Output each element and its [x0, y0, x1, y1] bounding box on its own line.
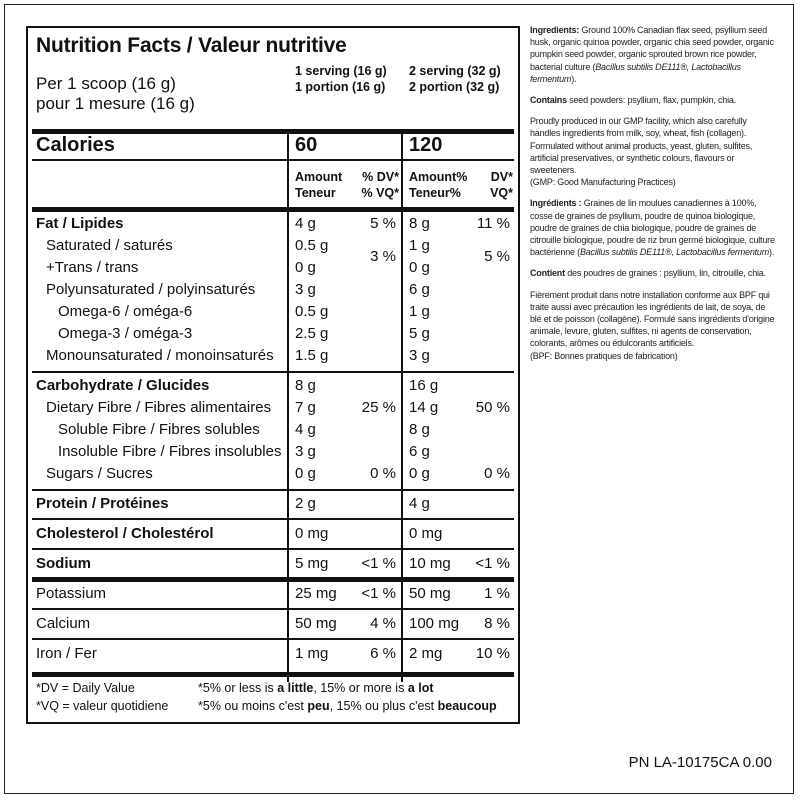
fibre-label: Dietary Fibre / Fibres alimentaires	[46, 399, 272, 416]
omega6-amount-2: 1 g	[409, 303, 430, 320]
iron-amount-1: 1 mg	[295, 645, 329, 662]
ingredients-panel	[530, 24, 776, 371]
fat-dv-1: 5 %	[370, 215, 396, 232]
footnote-percent-en: *5% or less is a little, 15% or more is a lot	[198, 681, 434, 695]
fat-dv-2: 11 %	[476, 215, 510, 232]
rule	[32, 518, 514, 520]
amount-header-1: Amount	[295, 170, 343, 184]
cholesterol-label: Cholesterol / Cholestérol	[36, 525, 214, 542]
sugars-dv-2: 0 %	[484, 465, 510, 482]
fibre-amount-1: 7 g	[295, 399, 316, 416]
sugars-amount-1: 0 g	[295, 465, 316, 482]
vq-header-2: VQ*	[490, 186, 513, 200]
teneur-header-2: Teneur%	[409, 186, 461, 200]
rule	[32, 608, 514, 610]
protein-amount-1: 2 g	[295, 495, 316, 512]
potassium-label: Potassium	[36, 585, 107, 602]
rule	[32, 159, 514, 161]
potassium-dv-1: <1 %	[361, 585, 396, 602]
nft-title: Nutrition Facts / Valeur nutritive	[36, 34, 347, 57]
fibre-dv-1: 25 %	[361, 399, 396, 416]
contains-en: Contains seed powders: psyllium, flax, pumpkin, chia.	[530, 95, 736, 106]
carbohydrate-label: Carbohydrate / Glucides	[36, 377, 210, 394]
column-divider-2	[401, 134, 403, 682]
omega3-amount-1: 2.5 g	[295, 325, 329, 342]
potassium-dv-2: 1 %	[484, 585, 510, 602]
sodium-dv-1: <1 %	[361, 555, 396, 572]
facility-statement-en: Proudly produced in our GMP facility, which also carefully handles ingredients from milk, soy, wheat, fish (collagen). Formulated without animal products, yeast, gluten, sulfites, artificial preservatives, or synthetic colours, flavours or sweeteners. (GMP: Good Manufacturing Practices)	[530, 116, 753, 188]
part-number: PN LA-10175CA 0.00	[628, 754, 772, 771]
protein-label: Protein / Protéines	[36, 495, 169, 512]
protein-amount-2: 4 g	[409, 495, 430, 512]
thick-rule	[32, 207, 514, 212]
insoluble-fibre-amount-2: 6 g	[409, 443, 430, 460]
nutrition-facts-table	[26, 26, 520, 724]
potassium-amount-2: 50 mg	[409, 585, 451, 602]
fibre-amount-2: 14 g	[409, 399, 439, 416]
sat-trans-dv-1: 3 %	[370, 248, 396, 265]
rule	[32, 638, 514, 640]
omega6-amount-1: 0.5 g	[295, 303, 329, 320]
saturated-amount-2: 1 g	[409, 237, 430, 254]
serving-size-fr: pour 1 mesure (16 g)	[36, 94, 195, 113]
sodium-label: Sodium	[36, 555, 91, 572]
vq-header-1: % VQ*	[361, 186, 399, 200]
calories-label: Calories	[36, 134, 115, 156]
ingredients-fr: Ingrédients : Graines de lin moulues canadiennes à 100%, cosse de graines de psyllium, poudre de quinoa biologique, poudre de graines de chia biologique, poudre de graines de citrouille biologique, poudre de riz brun germé biologique, culture bactérienne (Bacillus subtilis DE111®, Lactobacillus fermentum).	[530, 198, 775, 258]
contains-fr: Contient des poudres de graines : psyllium, lin, citrouille, chia.	[530, 268, 766, 279]
sodium-dv-2: <1 %	[475, 555, 510, 572]
rule	[32, 371, 514, 373]
calories-value-1: 60	[295, 134, 318, 156]
omega3-amount-2: 5 g	[409, 325, 430, 342]
trans-amount-1: 0 g	[295, 259, 316, 276]
col2-serving-fr: 2 portion (32 g)	[409, 80, 500, 94]
sodium-amount-1: 5 mg	[295, 555, 329, 572]
iron-label: Iron / Fer	[36, 645, 97, 662]
insoluble-fibre-label: Insoluble Fibre / Fibres insolubles	[58, 443, 282, 460]
polyunsaturated-amount-2: 6 g	[409, 281, 430, 298]
calcium-amount-1: 50 mg	[295, 615, 337, 632]
amount-header-2: Amount%	[409, 170, 468, 184]
fat-label: Fat / Lipides	[36, 215, 124, 232]
calcium-label: Calcium	[36, 615, 91, 632]
potassium-amount-1: 25 mg	[295, 585, 337, 602]
saturated-amount-1: 0.5 g	[295, 237, 329, 254]
sodium-amount-2: 10 mg	[409, 555, 451, 572]
omega3-label: Omega-3 / oméga-3	[58, 325, 193, 342]
dv-header-2: DV*	[490, 170, 513, 184]
dv-header-1: % DV*	[362, 170, 399, 184]
monounsaturated-amount-2: 3 g	[409, 347, 430, 364]
ingredients-en: Ingredients: Ground 100% Canadian flax seed, psyllium seed husk, organic quinoa powder, organic chia seed powder, organic pumpkin seed powder, organic sprouted brown rice powder, bacterial culture (Bacillus subtilis DE111®, Lactobacillus fermentum).	[530, 25, 774, 84]
col1-serving-fr: 1 portion (16 g)	[295, 80, 386, 94]
fat-amount-1: 4 g	[295, 215, 316, 232]
fibre-dv-2: 50 %	[475, 399, 510, 416]
calories-value-2: 120	[409, 134, 443, 156]
sugars-dv-1: 0 %	[370, 465, 396, 482]
teneur-header-1: Teneur	[295, 186, 336, 200]
footnote-percent-fr: *5% ou moins c'est peu, 15% ou plus c'est beaucoup	[198, 699, 497, 713]
soluble-fibre-amount-2: 8 g	[409, 421, 430, 438]
omega6-label: Omega-6 / oméga-6	[58, 303, 193, 320]
insoluble-fibre-amount-1: 3 g	[295, 443, 316, 460]
sugars-amount-2: 0 g	[409, 465, 430, 482]
calcium-dv-1: 4 %	[370, 615, 396, 632]
rule	[32, 548, 514, 550]
saturated-label: Saturated / saturés	[46, 237, 173, 254]
footnote-dv: *DV = Daily Value	[36, 681, 135, 695]
cholesterol-amount-2: 0 mg	[409, 525, 443, 542]
soluble-fibre-label: Soluble Fibre / Fibres solubles	[58, 421, 260, 438]
cholesterol-amount-1: 0 mg	[295, 525, 329, 542]
trans-label: +Trans / trans	[46, 259, 139, 276]
soluble-fibre-amount-1: 4 g	[295, 421, 316, 438]
rule	[32, 489, 514, 491]
serving-size-en: Per 1 scoop (16 g)	[36, 74, 176, 93]
sat-trans-dv-2: 5 %	[484, 248, 510, 265]
footnote-vq: *VQ = valeur quotidiene	[36, 699, 169, 713]
fat-amount-2: 8 g	[409, 215, 430, 232]
polyunsaturated-amount-1: 3 g	[295, 281, 316, 298]
iron-amount-2: 2 mg	[409, 645, 443, 662]
sugars-label: Sugars / Sucres	[46, 465, 153, 482]
carbohydrate-amount-2: 16 g	[409, 377, 439, 394]
calcium-dv-2: 8 %	[484, 615, 510, 632]
col2-serving-en: 2 serving (32 g)	[409, 64, 501, 78]
thick-rule	[32, 577, 514, 582]
monounsaturated-amount-1: 1.5 g	[295, 347, 329, 364]
column-divider-1	[287, 134, 289, 682]
iron-dv-2: 10 %	[475, 645, 510, 662]
iron-dv-1: 6 %	[370, 645, 396, 662]
facility-statement-fr: Fièrement produit dans notre installation conforme aux BPF qui traite aussi avec précaution les ingrédients de lait, de soya, de blé et de poisson (collagène). Formulé sans ingrédients d'origine animale, levure, gluten, sulfites, ni agents de conservation, colorants, arômes ou édulcorants artificiels. (BPF: Bonnes pratiques de fabrication)	[530, 289, 775, 361]
col1-serving-en: 1 serving (16 g)	[295, 64, 387, 78]
monounsaturated-label: Monounsaturated / monoinsaturés	[46, 347, 274, 364]
carbohydrate-amount-1: 8 g	[295, 377, 316, 394]
calcium-amount-2: 100 mg	[409, 615, 460, 632]
trans-amount-2: 0 g	[409, 259, 430, 276]
thick-rule	[32, 672, 514, 677]
polyunsaturated-label: Polyunsaturated / polyinsaturés	[46, 281, 256, 298]
